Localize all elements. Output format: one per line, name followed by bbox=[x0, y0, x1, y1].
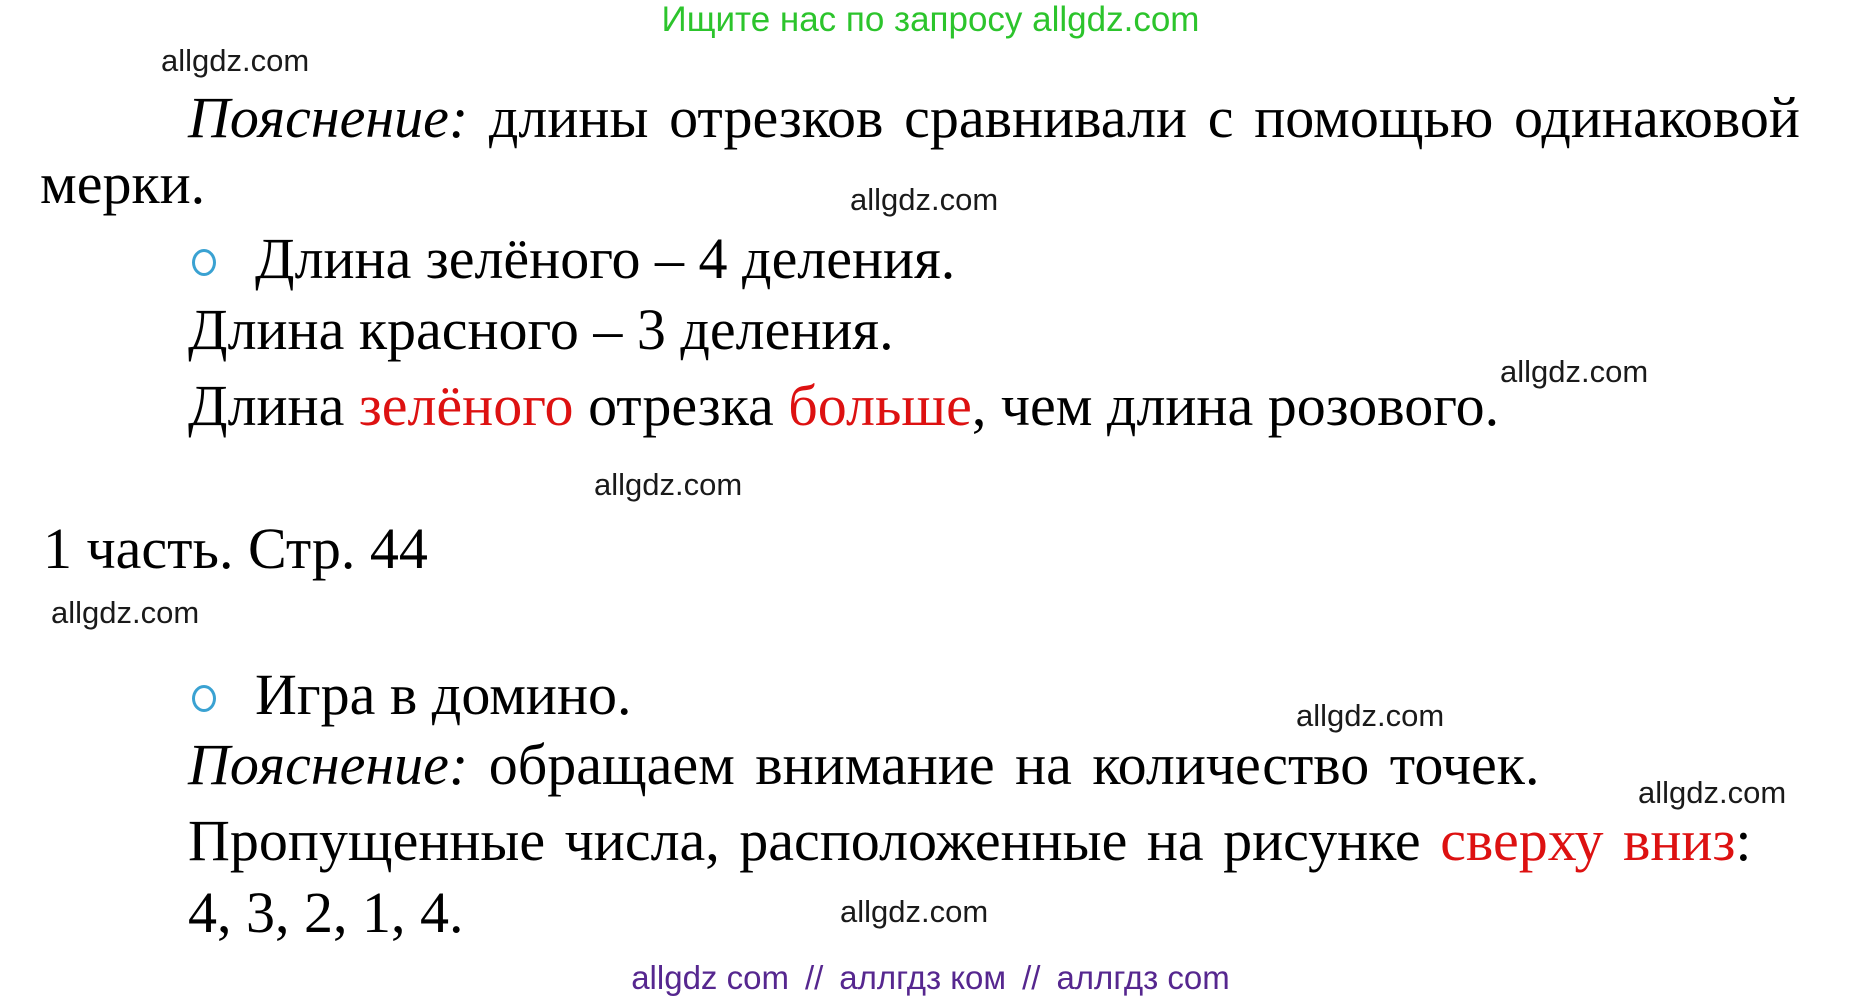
separator: // bbox=[1022, 959, 1041, 996]
watermark: allgdz.com bbox=[1638, 775, 1787, 810]
text-segment: обращаем внимание на количество точек. bbox=[468, 732, 1540, 797]
answer2-numbers: 4, 3, 2, 1, 4. bbox=[188, 880, 464, 945]
watermark: allgdz.com bbox=[840, 894, 989, 929]
answer2-line3 bbox=[188, 808, 1752, 873]
word: длины bbox=[488, 85, 649, 150]
explanation-label: Пояснение: bbox=[188, 85, 469, 150]
footer-domain: аллгдз ком bbox=[839, 959, 1007, 996]
separator: // bbox=[804, 959, 824, 996]
watermark: allgdz.com bbox=[594, 467, 743, 502]
highlight-top-down-words: сверху вниз bbox=[1440, 808, 1736, 873]
answer1-bullet-line: Длина зелёного – 4 деления. bbox=[255, 226, 956, 291]
text-segment: , чем длина розового. bbox=[971, 373, 1500, 438]
word: помощью bbox=[1254, 85, 1494, 150]
section-title: 1 часть. Стр. 44 bbox=[43, 516, 428, 581]
word: отрезков bbox=[669, 85, 884, 150]
watermark: allgdz.com bbox=[161, 43, 310, 78]
highlight-bigger-word: больше bbox=[788, 373, 972, 438]
text-segment: Длина bbox=[188, 373, 359, 438]
footer-domain: аллгдз com bbox=[1056, 959, 1230, 996]
footer-domain: allgdz com bbox=[631, 959, 789, 996]
explanation1-line2: мерки. bbox=[40, 151, 206, 216]
text-segment: Пропущенные числа, расположенные на рисунке bbox=[188, 808, 1441, 873]
explanation1-line1 bbox=[188, 85, 1800, 150]
answer1-line3 bbox=[188, 373, 1500, 438]
promo-banner: Ищите нас по запросу allgdz.com bbox=[661, 0, 1200, 39]
text-segment: отрезка bbox=[573, 373, 789, 438]
word: сравнивали bbox=[904, 85, 1187, 150]
circle-bullet-icon bbox=[192, 249, 216, 276]
word: одинаковой bbox=[1514, 85, 1800, 150]
explanation-label: Пояснение: bbox=[188, 732, 469, 797]
watermark: allgdz.com bbox=[1296, 698, 1445, 733]
circle-bullet-icon bbox=[192, 685, 216, 712]
watermark: allgdz.com bbox=[850, 182, 999, 217]
answer2-explanation bbox=[188, 732, 1540, 797]
word: с bbox=[1207, 85, 1234, 150]
text-segment: : bbox=[1735, 808, 1752, 873]
watermark: allgdz.com bbox=[1500, 354, 1649, 389]
highlight-green-word: зелёного bbox=[358, 373, 574, 438]
watermark: allgdz.com bbox=[51, 595, 200, 630]
footer-domains bbox=[0, 961, 1861, 994]
answer1-line2: Длина красного – 3 деления. bbox=[188, 297, 894, 362]
answer2-bullet-line: Игра в домино. bbox=[255, 662, 632, 727]
